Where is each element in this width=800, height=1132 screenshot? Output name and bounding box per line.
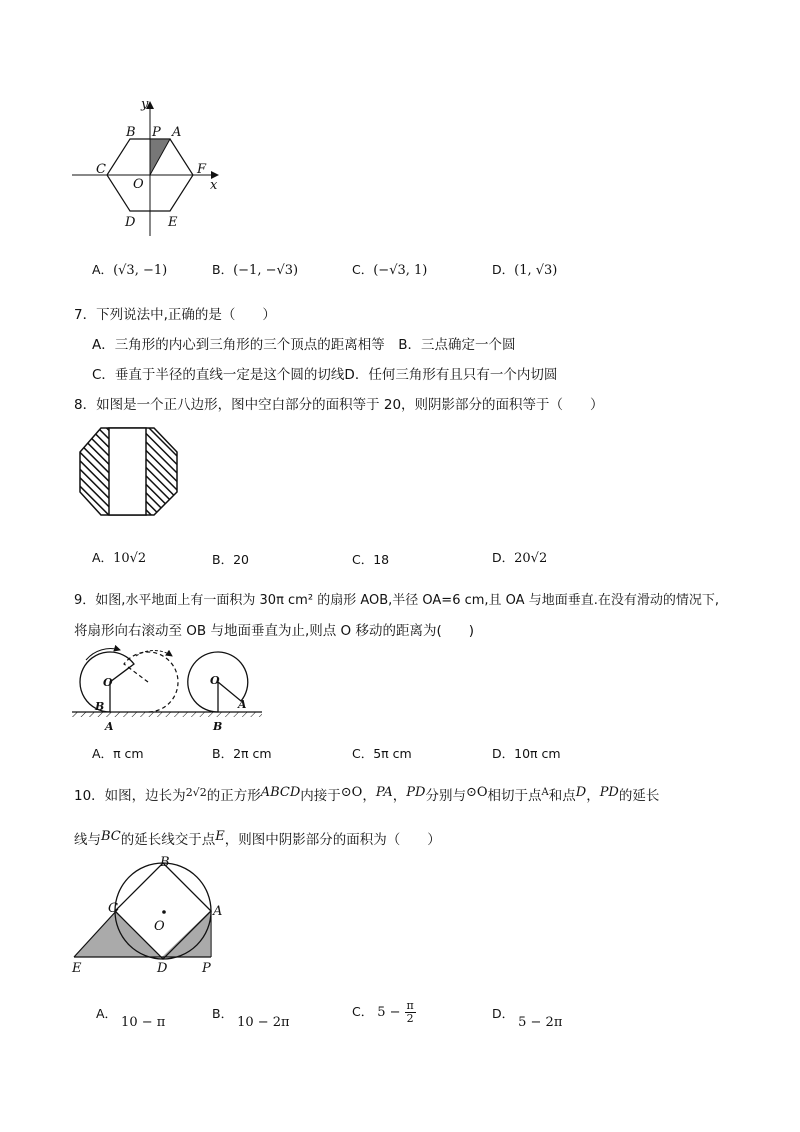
- q6-option-c[interactable]: C．(−√3, 1): [352, 262, 428, 278]
- fig9-label-B1: B: [95, 700, 105, 713]
- label-P: P: [152, 125, 161, 140]
- q9-option-b[interactable]: B．2π cm: [212, 746, 272, 761]
- q9-option-d-value: 10π cm: [514, 746, 561, 761]
- q8-option-c[interactable]: C．18: [352, 552, 390, 567]
- q9-stem-line-2: 将扇形向右滚动至 OB 与地面垂直为止,则点 O 移动的距离为( ): [74, 623, 475, 639]
- q7-options-line-2: C．垂直于半径的直线一定是这个圆的切线D．任何三角形有且只有一个内切圆: [92, 367, 558, 383]
- q10-stem-line-2: 线与BC的延长线交于点E，则图中阴影部分的面积为（ ）: [74, 829, 441, 848]
- label-A: A: [172, 125, 182, 140]
- q6-option-a-value: (√3, −1): [113, 263, 168, 278]
- q9-option-c-value: 5π cm: [373, 746, 412, 761]
- label-y: y: [141, 97, 149, 112]
- fig10-label-C: C: [108, 901, 118, 916]
- fig10-label-E: E: [72, 961, 82, 976]
- fig9-label-A1: A: [105, 720, 114, 733]
- fig10-label-O: O: [154, 919, 165, 934]
- fig10-label-P: P: [202, 961, 211, 976]
- q10-option-c-prefix: 5 −: [377, 1005, 401, 1020]
- q10-option-c-fraction: $\frac{\pi}{2}$: [406, 999, 414, 1025]
- q8-option-d[interactable]: D．20√2: [492, 550, 548, 566]
- q8-option-d-value: 20√2: [514, 551, 548, 566]
- fig10-label-B: B: [160, 855, 170, 870]
- q8-option-c-value: 18: [373, 552, 390, 567]
- q8-option-a-value: 10√2: [113, 551, 147, 566]
- label-B: B: [126, 125, 136, 140]
- fig9-label-A2: A: [238, 698, 247, 711]
- label-x: x: [210, 178, 218, 193]
- q10-option-c[interactable]: C． 5 − $\frac{\pi}{2}$: [352, 999, 414, 1025]
- q7-options-line-1: A．三角形的内心到三角形的三个顶点的距离相等 B．三点确定一个圆: [92, 337, 516, 353]
- q6-option-a[interactable]: A．(√3, −1): [92, 262, 168, 278]
- q8-option-a[interactable]: A．10√2: [92, 550, 147, 566]
- q6-option-b-value: (−1, −√3): [233, 263, 299, 278]
- q9-option-a-value: π cm: [113, 746, 144, 761]
- shaded-right: [162, 911, 210, 957]
- q10-stem-line-1: 10．如图，边长为$^{2√2}$的正方形ABCD内接于⊙O，PA，PD分别与⊙O相切于点$^A$和点D，PD的延长: [74, 785, 660, 804]
- center-dot: [162, 910, 166, 914]
- label-F: F: [197, 162, 207, 177]
- q9-stem-line-1: 9．如图,水平地面上有一面积为 30π cm² 的扇形 AOB,半径 OA=6 cm,且 OA 与地面垂直.在没有滑动的情况下,: [74, 593, 719, 608]
- q9-option-c[interactable]: C．5π cm: [352, 746, 412, 761]
- q6-option-c-value: (−√3, 1): [373, 263, 428, 278]
- fig9-label-O2: O: [210, 674, 220, 687]
- q9-option-a[interactable]: A．π cm: [92, 746, 144, 761]
- q10-option-a[interactable]: A． 10 − π: [96, 1006, 166, 1030]
- q7-stem: 7．下列说法中,正确的是（ ）: [74, 307, 276, 323]
- fig9-label-B2: B: [213, 720, 223, 733]
- q10-option-b-value: 10 − 2π: [237, 1015, 290, 1030]
- label-E: E: [168, 215, 178, 230]
- q6-option-d-value: (1, √3): [514, 263, 558, 278]
- q10-option-a-value: 10 − π: [121, 1015, 166, 1030]
- shaded-left: [74, 911, 160, 957]
- q8-option-b[interactable]: B．20: [212, 552, 249, 567]
- label-C: C: [96, 162, 106, 177]
- q6-option-b[interactable]: B．(−1, −√3): [212, 262, 299, 278]
- label-O: O: [133, 177, 144, 192]
- q6-option-d[interactable]: D．(1, √3): [492, 262, 558, 278]
- fig9-label-O1: O: [103, 676, 113, 689]
- fig10-label-A: A: [213, 904, 223, 919]
- q10-option-d[interactable]: D． 5 − 2π: [492, 1006, 563, 1030]
- fig10-label-D: D: [157, 961, 168, 976]
- q10-option-b[interactable]: B． 10 − 2π: [212, 1006, 290, 1030]
- q9-option-d[interactable]: D．10π cm: [492, 746, 561, 761]
- q8-stem: 8．如图是一个正八边形，图中空白部分的面积等于 20，则阴影部分的面积等于（ ）: [74, 397, 604, 413]
- q9-option-b-value: 2π cm: [233, 746, 272, 761]
- q8-option-b-value: 20: [233, 552, 249, 567]
- q10-option-d-value: 5 − 2π: [518, 1015, 563, 1030]
- label-D: D: [125, 215, 136, 230]
